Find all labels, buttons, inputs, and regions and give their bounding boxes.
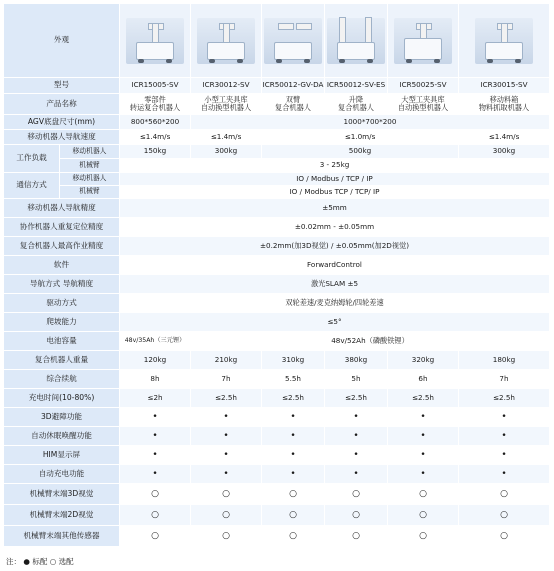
nav-method-row [4, 275, 550, 294]
value-cell: 48v/52Ah（磷酸铁锂） [191, 332, 550, 351]
weight-row [4, 351, 550, 370]
value-cell: IO / Modbus / TCP / IP [120, 173, 550, 186]
row-label: 自动休眠唤醒功能 [4, 427, 120, 446]
arm2d-row [4, 505, 550, 526]
robot-photo [459, 4, 550, 78]
value-cell: 48v/35Ah（三元锂） [120, 332, 191, 351]
product-name-cell: 移动料箱 物料抓取机器人 [459, 94, 550, 115]
optional-mark: ○ [120, 526, 191, 547]
product-name-cell: 双臂 复合机器人 [262, 94, 325, 115]
optional-mark: ○ [388, 505, 459, 526]
repeat-precision-row [4, 218, 550, 237]
value-cell: 380kg [325, 351, 388, 370]
robot-photo [120, 4, 191, 78]
optional-mark: ○ [120, 505, 191, 526]
drive-row [4, 294, 550, 313]
optional-mark: ○ [191, 484, 262, 505]
hmi-row [4, 446, 550, 465]
row-label: 3D避障功能 [4, 408, 120, 427]
value-cell: ±5mm [120, 199, 550, 218]
row-label: 型号 [4, 78, 120, 94]
standard-mark: • [191, 446, 262, 465]
optional-mark: ○ [262, 484, 325, 505]
robot-photo [191, 4, 262, 78]
optional-mark: ○ [388, 526, 459, 547]
optional-legend-label: 选配 [58, 557, 74, 566]
robot-photo [262, 4, 325, 78]
row-label: 机械臂末端2D视觉 [4, 505, 120, 526]
nav-speed-row [4, 130, 550, 145]
row-label: HIM显示屏 [4, 446, 120, 465]
value-cell: ≤1.4m/s [191, 130, 262, 145]
optional-mark: ○ [262, 505, 325, 526]
optional-mark: ○ [191, 526, 262, 547]
standard-mark: • [120, 465, 191, 484]
standard-mark: • [191, 465, 262, 484]
sub-label: 机械臂 [60, 186, 120, 199]
value-cell: ≤2.5h [459, 389, 550, 408]
standard-mark: • [325, 408, 388, 427]
value-cell: ≤2h [120, 389, 191, 408]
value-cell: 8h [120, 370, 191, 389]
standard-mark: • [325, 465, 388, 484]
standard-mark: • [262, 408, 325, 427]
row-label: AGV底盘尺寸(mm) [4, 115, 120, 130]
appearance-label: 外观 [4, 4, 120, 78]
model-cell: ICR50012-GV-DA [262, 78, 325, 94]
value-cell: 320kg [388, 351, 459, 370]
row-label: 爬坡能力 [4, 313, 120, 332]
comm-arm-row [4, 186, 550, 199]
value-cell: 7h [191, 370, 262, 389]
value-cell: 5h [325, 370, 388, 389]
value-cell: 3 - 25kg [120, 159, 550, 173]
value-cell: ForwardControl [120, 256, 550, 275]
robot-photo [325, 4, 388, 78]
standard-mark: • [459, 427, 550, 446]
auto-charge-row [4, 465, 550, 484]
standard-mark: • [388, 446, 459, 465]
value-cell: ≤2.5h [325, 389, 388, 408]
value-cell: 300kg [459, 145, 550, 159]
value-cell: ±0.02mm - ±0.05mm [120, 218, 550, 237]
climb-row [4, 313, 550, 332]
standard-mark: • [191, 427, 262, 446]
software-row [4, 256, 550, 275]
product-name-cell: 零部件 转运复合机器人 [120, 94, 191, 115]
model-row [4, 78, 550, 94]
value-cell: ≤2.5h [388, 389, 459, 408]
value-cell: ≤2.5h [262, 389, 325, 408]
product-name-row [4, 94, 550, 115]
optional-mark: ○ [191, 505, 262, 526]
spec-table [4, 4, 550, 547]
model-cell: ICR30015-SV [459, 78, 550, 94]
product-name-cell: 小型工夹具库 自动换型机器人 [191, 94, 262, 115]
standard-mark: • [388, 408, 459, 427]
model-cell: ICR50012-SV-ES [325, 78, 388, 94]
value-cell: 6h [388, 370, 459, 389]
value-cell: 500kg [262, 145, 459, 159]
optional-legend-icon: ○ [49, 557, 57, 566]
sub-label: 移动机器人 [60, 145, 120, 159]
spec-sheet [4, 4, 550, 547]
value-cell: ±0.2mm(加3D视觉) / ±0.05mm(加2D视觉) [120, 237, 550, 256]
product-name-cell: 大型工夹具库 自动换型机器人 [388, 94, 459, 115]
note-prefix: 注： [6, 557, 21, 566]
optional-mark: ○ [325, 505, 388, 526]
standard-mark: • [325, 446, 388, 465]
battery-row [4, 332, 550, 351]
model-cell: ICR30012-SV [191, 78, 262, 94]
optional-mark: ○ [120, 484, 191, 505]
value-cell: ≤1.0m/s [262, 130, 459, 145]
value-cell: IO / Modbus TCP / TCP/ IP [120, 186, 550, 199]
agv-size-row [4, 115, 550, 130]
comm-mobile-row [4, 173, 550, 186]
standard-mark: • [388, 465, 459, 484]
row-label: 软件 [4, 256, 120, 275]
row-label: 工作负载 [4, 145, 60, 173]
value-cell: 300kg [191, 145, 262, 159]
model-cell: ICR50025-SV [388, 78, 459, 94]
value-cell: ≤5° [120, 313, 550, 332]
value-cell: ≤1.4m/s [459, 130, 550, 145]
value-cell: 150kg [120, 145, 191, 159]
model-cell: ICR15005-SV [120, 78, 191, 94]
value-cell: 120kg [120, 351, 191, 370]
arm-sensor-row [4, 526, 550, 547]
nav-precision-row [4, 199, 550, 218]
value-cell: 5.5h [262, 370, 325, 389]
row-label: 复合机器人最高作业精度 [4, 237, 120, 256]
row-label: 导航方式 导航精度 [4, 275, 120, 294]
optional-mark: ○ [325, 484, 388, 505]
charge-row [4, 389, 550, 408]
standard-mark: • [120, 427, 191, 446]
optional-mark: ○ [459, 505, 550, 526]
value-cell: 310kg [262, 351, 325, 370]
optional-mark: ○ [459, 484, 550, 505]
standard-legend-label: 标配 [32, 557, 48, 566]
row-label: 移动机器人导航精度 [4, 199, 120, 218]
standard-mark: • [120, 408, 191, 427]
endurance-row [4, 370, 550, 389]
row-label: 产品名称 [4, 94, 120, 115]
standard-mark: • [262, 465, 325, 484]
row-label: 电池容量 [4, 332, 120, 351]
standard-mark: • [459, 446, 550, 465]
row-label: 协作机器人重复定位精度 [4, 218, 120, 237]
sub-label: 机械臂 [60, 159, 120, 173]
product-name-cell: 升降 复合机器人 [325, 94, 388, 115]
payload-arm-row [4, 159, 550, 173]
value-cell: ≤2.5h [191, 389, 262, 408]
row-label: 通信方式 [4, 173, 60, 199]
arm3d-row [4, 484, 550, 505]
standard-mark: • [262, 446, 325, 465]
standard-mark: • [191, 408, 262, 427]
value-cell: 7h [459, 370, 550, 389]
obstacle3d-row [4, 408, 550, 427]
payload-mobile-row [4, 145, 550, 159]
optional-mark: ○ [262, 526, 325, 547]
standard-mark: • [459, 408, 550, 427]
optional-mark: ○ [325, 526, 388, 547]
value-cell: 激光SLAM ±5 [120, 275, 550, 294]
row-label: 机械臂末端3D视觉 [4, 484, 120, 505]
max-precision-row [4, 237, 550, 256]
row-label: 综合续航 [4, 370, 120, 389]
standard-mark: • [459, 465, 550, 484]
robot-photo [388, 4, 459, 78]
value-cell: 210kg [191, 351, 262, 370]
row-label: 复合机器人重量 [4, 351, 120, 370]
value-cell: 800*560*200 [120, 115, 191, 130]
optional-mark: ○ [459, 526, 550, 547]
standard-mark: • [325, 427, 388, 446]
row-label: 自动充电功能 [4, 465, 120, 484]
optional-mark: ○ [388, 484, 459, 505]
row-label: 机械臂末端其他传感器 [4, 526, 120, 547]
appearance-row [4, 4, 550, 78]
value-cell: 1000*700*200 [191, 115, 550, 130]
standard-mark: • [262, 427, 325, 446]
legend-note [6, 556, 74, 567]
standard-mark: • [120, 446, 191, 465]
row-label: 移动机器人导航速度 [4, 130, 120, 145]
value-cell: 180kg [459, 351, 550, 370]
sub-label: 移动机器人 [60, 173, 120, 186]
row-label: 充电时间(10-80%) [4, 389, 120, 408]
standard-mark: • [388, 427, 459, 446]
sleep-wake-row [4, 427, 550, 446]
standard-legend-icon: ● [23, 557, 30, 566]
value-cell: 双轮差速/麦克纳姆轮/四轮差速 [120, 294, 550, 313]
value-cell: ≤1.4m/s [120, 130, 191, 145]
row-label: 驱动方式 [4, 294, 120, 313]
